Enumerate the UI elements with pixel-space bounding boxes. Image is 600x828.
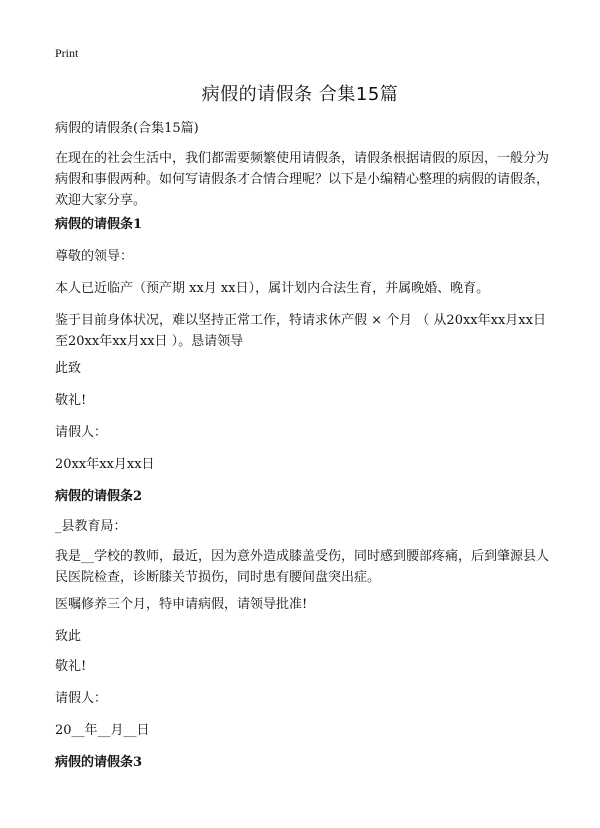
section1-closing2: 敬礼! [55,393,87,408]
section2-closing1: 致此 [55,629,82,644]
section2-signer: 请假人： [55,691,108,706]
section2-date: 20__年__月__日 [55,723,150,738]
intro-paragraph: 在现在的社会生活中，我们都需要频繁使用请假条，请假条根据请假的原因，一般分为病假和事假两种。如何写请假条才合情合理呢？以下是小编精心整理的病假的请假条，欢迎大家分享。 [55,151,550,208]
section1-heading: 病假的请假条1 [55,217,143,232]
section3-heading: 病假的请假条3 [55,755,143,770]
section2-heading: 病假的请假条2 [55,489,143,504]
document-title: 病假的请假条 合集15篇 [201,84,399,105]
section1-line1: 本人已近临产（预产期 xx月 xx日），属计划内合法生育，并属晚婚、晚育。 [55,281,490,296]
section2-closing2: 敬礼! [55,659,87,674]
section2-line1: 我是__学校的教师，最近，因为意外造成膝盖受伤，同时感到腰部疼痛，后到肇源县人民医院检查，诊断膝关节损伤，同时患有腰间盘突出症。 [55,549,550,585]
section1-line2: 鉴于目前身体状况，难以坚持正常工作，特请求休产假 × 个月 （ 从20xx年xx月xx日至20xx年xx月xx日 ）。恳请领导 [55,313,546,349]
section2-salutation: _县教育局： [55,519,127,534]
section1-date: 20xx年xx月xx日 [55,457,155,472]
print-label: Print [55,46,79,60]
document-subtitle: 病假的请假条(合集15篇) [55,121,199,136]
section1-salutation: 尊敬的领导： [55,249,134,264]
section2-line2: 医嘱修养三个月，特申请病假，请领导批准! [55,597,308,612]
section1-closing1: 此致 [55,361,82,376]
section1-signer: 请假人： [55,425,108,440]
